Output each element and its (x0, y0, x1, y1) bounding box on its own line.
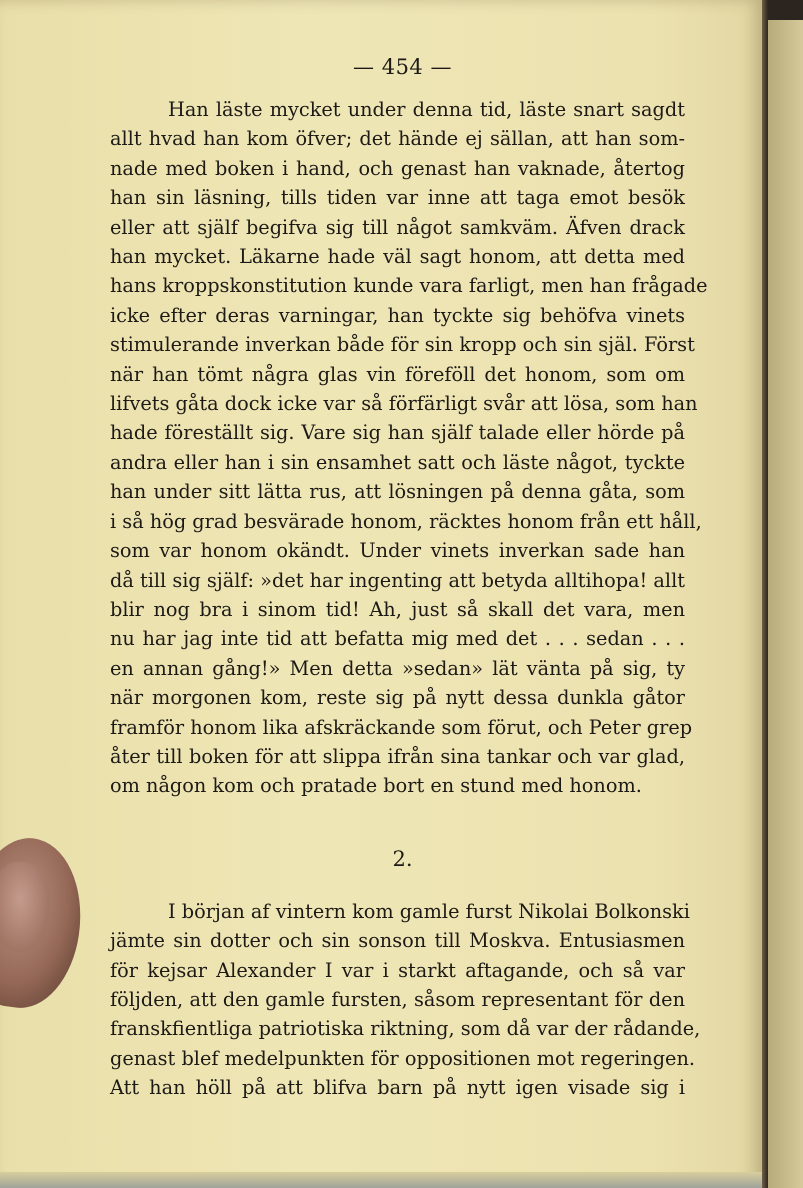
text-line: som var honom okändt. Under vinets inverkan sade han (110, 539, 685, 563)
text-line: blir nog bra i sinom tid! Ah, just så skall det vara, men (110, 597, 685, 621)
text-line: franskfientliga patriotiska riktning, som då var der rådande, (110, 1017, 701, 1041)
text-line: icke efter deras varningar, han tyckte sig behöfva vinets (110, 303, 685, 327)
text-line: eller att själf begifva sig till något samkväm. Äfven drack (110, 215, 685, 239)
text-line: allt hvad han kom öfver; det hände ej sällan, att han som- (110, 127, 685, 151)
thumb-nail (0, 862, 50, 952)
text-line: nu har jag inte tid att befatta mig med det . . . sedan . . . (110, 627, 685, 651)
text-line: jämte sin dotter och sin sonson till Moskva. Entusiasmen (110, 929, 685, 953)
text-line: då till sig själf: »det har ingenting att betyda alltihopa! allt (110, 568, 685, 592)
text-line: lifvets gåta dock icke var så förfärligt svår att lösa, som han (110, 392, 698, 416)
text-line: i så hög grad besvärade honom, räcktes honom från ett håll, (110, 509, 702, 533)
text-line: om någon kom och pratade bort en stund med honom. (110, 774, 642, 798)
text-line: han sin läsning, tills tiden var inne att taga emot besök (110, 186, 685, 210)
text-line: stimulerande inverkan både för sin kropp och sin själ. Först (110, 333, 695, 357)
text-line: nade med boken i hand, och genast han vaknade, återtog (110, 156, 685, 180)
paragraph-2 (110, 897, 701, 1103)
text-line: genast blef medelpunkten för oppositionen mot regeringen. (110, 1046, 696, 1070)
text-line: när morgonen kom, reste sig på nytt dessa dunkla gåtor (110, 686, 685, 710)
text-line: han mycket. Läkarne hade väl sagt honom, att detta med (110, 245, 685, 269)
text-line: hade föreställt sig. Vare sig han själf talade eller hörde på (110, 421, 685, 445)
text-line: följden, att den gamle fursten, såsom representant för den (110, 987, 685, 1011)
text-line: Han läste mycket under denna tid, läste snart sagdt (168, 98, 685, 121)
text-line: Att han höll på att blifva barn på nytt igen visade sig i (110, 1076, 685, 1100)
text-line: andra eller han i sin ensamhet satt och läste något, tyckte (110, 450, 685, 474)
text-line: för kejsar Alexander I var i starkt aftagande, och så var (110, 958, 685, 982)
paragraph-1 (110, 95, 708, 801)
text-line: framför honom lika afskräckande som förut, och Peter grep (110, 715, 693, 739)
page-text (110, 55, 708, 1103)
text-line: när han tömt några glas vin föreföll det honom, som om (110, 362, 685, 386)
text-line: I början af vintern kom gamle furst Nikolai Bolkonski (168, 899, 690, 923)
page-bottom-edge (0, 1172, 762, 1188)
section-number: 2. (392, 846, 413, 871)
adjacent-page (768, 20, 803, 1188)
text-line: hans kroppskonstitution kunde vara farligt, men han frågade (110, 274, 708, 298)
text-line: en annan gång!» Men detta »sedan» lät vänta på sig, ty (110, 656, 685, 680)
text-line: åter till boken för att slippa ifrån sina tankar och var glad, (110, 744, 685, 768)
page-number: — 454 — (353, 55, 452, 79)
text-line: han under sitt lätta rus, att lösningen på denna gåta, som (110, 480, 685, 504)
